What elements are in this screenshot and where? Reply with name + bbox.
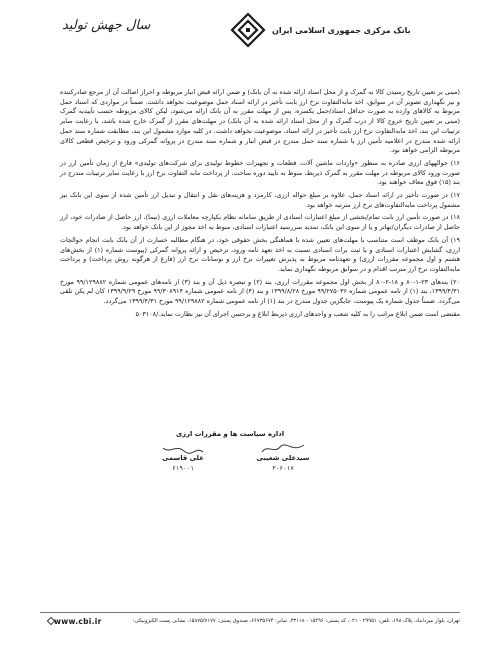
paragraph-19: ۱۹) آن بانک موظف است متناسب با مهلت‌های تعیین شده با هماهنگی بخش حقوقی خود، در هنگام مطالبه خسارت از آن بانک بابت انجام حوالجات ارزی، گشایش اعتبارات اسنادی و یا ثبت برات اسنادی نسبت به اخذ تعهد نامه ورود، ترخیص و ارائه پروانه گمرکی (پیوست شماره (۱) از بخش‌های هشتم و اول مجموعه مقررات ارزی) و تعهدنامه مربوط به پذیرش تغییرات نرخ ارز و نوسانات نرخ ارز (فارغ از هرگونه روش پرداخت) و پرداخت مابه‌التفاوت نرخ ارز مترتب اقدام و در سوابق مربوطه نگهداری نماید. (60, 235, 461, 273)
paragraph-17: ۱۷) در صورت تأخیر در ارائه اسناد حمل، علاوه بر مبلغ حواله ارزی، کارمزد و هزینه‌های نقل و انتقال و تبدیل ارز تأمین شده از سوی این بانک نیز مشمول پرداخت مابه‌التفاوت‌های نرخ ارز مترتبه خواهد بود. (60, 191, 460, 209)
bank-logo-icon (228, 10, 268, 50)
closing-paragraph: مقتضی است ضمن ابلاغ مراتب را به کلیه شعب و واحدهای ارزی ذیربط ابلاغ و برحسن اجرای آن نیز نظارت نماید./۵۰۳۱۰۸ (135, 309, 460, 318)
letter-body (60, 88, 460, 322)
paragraph-continuation: (مبنی بر تعیین تاریخ رسیدن کالا به گمرک و از محل اسناد ارائه شده به آن بانک) و ضمن ارائه قبض انبار مربوطه و احراز اصالت آن از مرجع صادرکننده و نیز نگهداری تصویر آن در سوابق، اخذ مابه‌التفاوت نرخ ارز بابت تأخیر در ارائه اسناد حمل موضوعیت نخواهد داشت. ضمناً در مواردی که اسناد حمل مربوط به کالاهای وارده به صورت حداقل اسناد/حمل یکسره، پس از مهلت مقرر به آن بانک ارائه می‌شود، لیکن کالای مربوطه حسب تأییدیه گمرک (مبنی بر تعیین تاریخ خروج کالا از درب گمرک و از محل اسناد ارائه شده به آن بانک) در مهلت‌های مقرر از گمرک خارج شده باشد، با رعایت سایر ترتیبات این بند، اخذ مابه‌التفاوت نرخ ارز بابت تأخیر در ارائه اسناد، موضوعیت نخواهد داشت. در کلیه موارد مشمول این بند، مطابقت شماره سند حمل ارائه شده مندرج در اعلامیه تأمین ارز با شماره سند حمل مندرج در قبض انبار و شماره سند مندرج در پروانه گمرکی ورود و ترخیص قطعی کالای مربوطه الزامی خواهد بود. (60, 88, 460, 155)
bank-name: بانک مرکزی جمهوری اسلامی ایران (272, 26, 411, 35)
signer-left (138, 454, 228, 472)
website-link[interactable]: www.cbi.ir (54, 617, 102, 626)
paragraph-20: ۲۰) بندهای ۲۳-۱-۸۰ و ۱۸-۲-۸۰ از بخش اول مجموعه مقررات ارزی، بند (۲) و تبصره ذیل آن و بند (۳) از نامه‌های عمومی شماره ۹۹/۱۲۹۸۸۲ مورخ ۱۳۹۹/۴/۳۱، بند (۱) از نامه عمومی شماره ۹۹/۲۷۵۰۳۶ مورخ ۱۳۹۹/۸/۲۸ و بند (۴) از نامه عمومی شماره ۹۹/۳۰۸۹۱۴ مورخ ۱۳۹۹/۹/۲۹ کان لم یکن تلقی می‌گردد. ضمناً جدول شماره یک پیوست، جایگزین جدول مندرج در بند (۱) از نامه عمومی شماره ۹۹/۱۲۹۸۸۲ مورخ ۱۳۹۹/۴/۳۱ می‌گردد. (60, 277, 461, 306)
footer (40, 612, 460, 634)
signer-right (238, 454, 328, 472)
issuing-office: اداره سیاست ها و مقررات ارزی (175, 430, 285, 438)
footer-divider (40, 612, 460, 613)
signer-right-code: ۳-۶۰۱۷ (272, 465, 294, 472)
letterhead (0, 8, 500, 68)
paragraph-18: ۱۸) در صورت تأمین ارز بابت تمام/بخشی از مبلغ اعتبارات اسنادی از طریق سامانه نظام یکپارچه معاملات ارزی (نیما)، ارز حاصل از صادرات خود، ارز حاصل از صادرات دیگران/تهاتر و یا از سوی این بانک، تمدید سررسید اعتبارات اسنادی، منوط به اخذ مجوز از این بانک خواهد بود. (60, 213, 460, 232)
paragraph-16: ۱۶) حوالههای ارزی صادره به منظور «واردات ماشین آلات، قطعات و تجهیزات خطوط تولیدی برای شرکت‌های تولیدی» فارغ از زمان تأمین ارز در صورت ورود کالای مربوطه در مهلت مقرر به گمرک ذیربط، منوط به تایید دوره ساخت، از پرداخت مابه التفاوت نرخ ارز با رعایت سایر ترتیبات مندرج در بند (۱۵) فوق معاف خواهند بود. (60, 158, 460, 187)
signer-right-name: سیدعلی شعیبی (256, 454, 310, 462)
signature-block (120, 430, 340, 500)
year-slogan: سال جهش تولید (62, 18, 151, 33)
signer-left-code: ۶۱۹۰۰۱ (172, 465, 194, 472)
footer-address: تهران، بلوار میرداماد، پلاک ۱۹۸، تلفن: ۲۹۹۵۱ - ۰۲۱، کد پستی: ۱۵۴۹۶ - ۳۳۱۱۸، نمابر: ۶۶۷۳۵۶۷۴، صندوق پستی: ۱۵۸۷۵/۷۱۷۷، نشانی پست الکترونیکی: (132, 618, 460, 624)
signer-left-name: علی قاسمی (162, 454, 204, 462)
